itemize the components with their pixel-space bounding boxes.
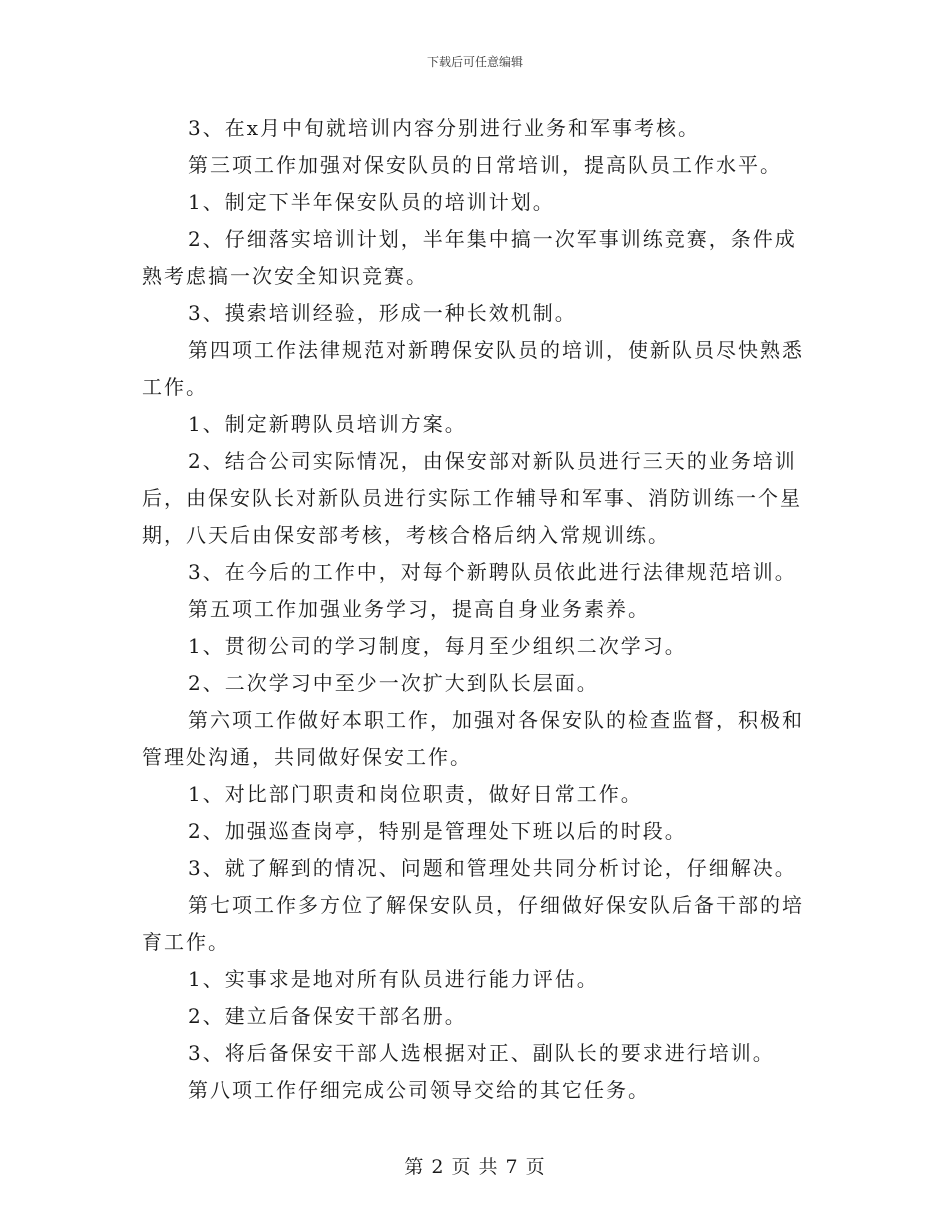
paragraph: 3、在今后的工作中，对每个新聘队员依此进行法律规范培训。 bbox=[188, 560, 797, 584]
paragraph: 3、就了解到的情况、问题和管理处共同分析讨论，仔细解决。 bbox=[188, 856, 797, 880]
page-header: 下载后可任意编辑 bbox=[426, 55, 523, 69]
paragraph: 1、贯彻公司的学习制度，每月至少组织二次学习。 bbox=[188, 634, 687, 658]
section-heading: 第五项工作加强业务学习，提高自身业务素养。 bbox=[188, 597, 650, 621]
section-heading: 第四项工作法律规范对新聘保安队员的培训，使新队员尽快熟悉工作。 bbox=[142, 338, 804, 399]
paragraph: 1、实事求是地对所有队员进行能力评估。 bbox=[188, 967, 599, 991]
paragraph: 3、在x月中旬就培训内容分别进行业务和军事考核。 bbox=[188, 116, 701, 140]
section-heading: 第八项工作仔细完成公司领导交给的其它任务。 bbox=[188, 1078, 650, 1102]
document-body bbox=[142, 110, 812, 1109]
paragraph: 2、二次学习中至少一次扩大到队长层面。 bbox=[188, 671, 599, 695]
paragraph: 3、摸索培训经验，形成一种长效机制。 bbox=[188, 301, 577, 325]
paragraph: 1、制定下半年保安队员的培训计划。 bbox=[188, 190, 555, 214]
paragraph: 2、加强巡查岗亭，特别是管理处下班以后的时段。 bbox=[188, 819, 687, 843]
paragraph: 1、对比部门职责和岗位职责，做好日常工作。 bbox=[188, 782, 643, 806]
paragraph: 2、仔细落实培训计划，半年集中搞一次军事训练竞赛，条件成熟考虑搞一次安全知识竞赛。 bbox=[142, 227, 797, 288]
section-heading: 第六项工作做好本职工作，加强对各保安队的检查监督，积极和管理处沟通，共同做好保安工作。 bbox=[142, 708, 804, 769]
paragraph: 3、将后备保安干部人选根据对正、副队长的要求进行培训。 bbox=[188, 1041, 775, 1065]
paragraph: 1、制定新聘队员培训方案。 bbox=[188, 412, 467, 436]
section-heading: 第三项工作加强对保安队员的日常培训，提高队员工作水平。 bbox=[188, 153, 782, 177]
page-number: 第 2 页 共 7 页 bbox=[404, 1156, 546, 1178]
paragraph: 2、结合公司实际情况，由保安部对新队员进行三天的业务培训后，由保安队长对新队员进行实际工作辅导和军事、消防训练一个星期，八天后由保安部考核，考核合格后纳入常规训练。 bbox=[142, 449, 802, 547]
paragraph: 2、建立后备保安干部名册。 bbox=[188, 1004, 467, 1028]
section-heading: 第七项工作多方位了解保安队员，仔细做好保安队后备干部的培育工作。 bbox=[142, 893, 804, 954]
